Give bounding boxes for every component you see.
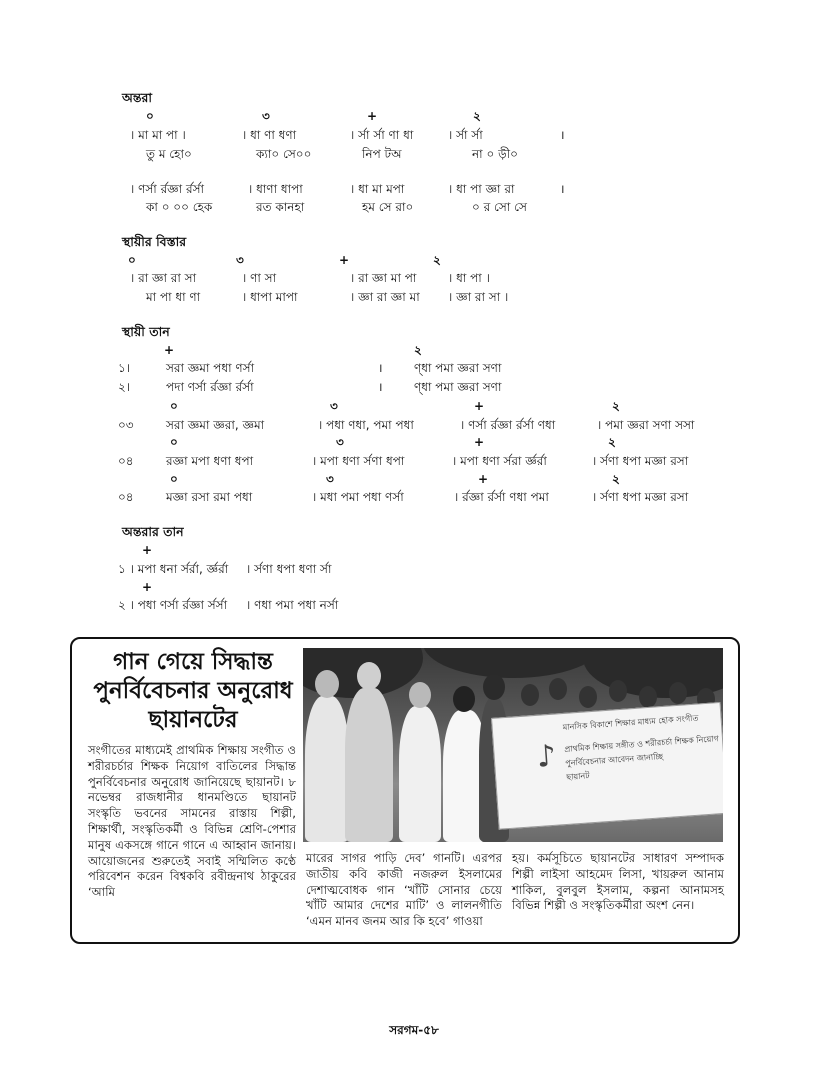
person-head — [609, 680, 627, 702]
article-paragraph: সংগীতের মাধ্যমেই প্রাথমিক শিক্ষায় সংগীত ও শরীরচর্চার শিক্ষক নিয়োগ বাতিলের সিদ্ধান্ত পুনর্বিবেচনার অনুরোধ জানিয়েছে ছায়ানট। ৮ নভেম্বর রাজধানীর ধানমণ্ডিতে ছায়ানট সংস্কৃতি ভবনের সামনের রাস্তায় শিল্পী, শিক্ষার্থী, সংস্কৃতিকর্মী ও বিভিন্ন শ্রেণি-পেশার মানুষ একসঙ্গে গানে গানে এ আহ্বান জানায়। আয়োজনের শুরুতেই সবাই সম্মিলিত কণ্ঠে পরিবেশন করেন বিশ্বকবি রবীন্দ্রনাথ ঠাকুরের ‘আমি — [88, 743, 296, 900]
taal-mark: ২ — [608, 435, 616, 449]
tan-phrase: রজ্ঞা মপা ধণা ধপা — [166, 454, 254, 468]
section-heading-sthayi-tan: স্থায়ী তান — [122, 324, 170, 339]
taal-mark: ২ — [612, 472, 620, 486]
tan-number: ০৩ — [118, 418, 134, 432]
tan-number: ১। — [118, 361, 131, 375]
taal-mark: ৩ — [326, 472, 334, 486]
person-figure — [345, 688, 393, 842]
swara-cell: । ণর্সা র্রজ্ঞা র্রর্সা — [130, 182, 204, 196]
banner-logo-icon: ♪ — [535, 738, 558, 775]
tan-number: ০৪ — [118, 490, 134, 504]
taal-mark: + — [142, 580, 153, 594]
article-photo — [303, 648, 723, 842]
swara-cell: । জ্ঞা রা সা । — [448, 290, 509, 304]
taal-mark: + — [478, 472, 489, 486]
tan-phrase: মজ্ঞা রসা রমা পধা — [166, 490, 253, 504]
tan-phrase: । মপা ধণা র্সণা ধপা — [312, 454, 405, 468]
person-head — [549, 678, 567, 700]
bar-line: । — [378, 380, 383, 394]
taal-mark: + — [339, 253, 350, 267]
swara-cell: । ধা মা মপা — [350, 182, 405, 196]
banner-text: প্রাথমিক শিক্ষায় সঙ্গীত ও শরীরচর্চা শিক্ষক নিয়োগ — [564, 734, 720, 754]
lyric-cell: তু ম হো০ — [146, 147, 192, 161]
tan-phrase: । পধা ণধা, পমা পধা — [318, 418, 414, 432]
tree-shape — [423, 648, 603, 678]
tan-number: ২। — [118, 380, 131, 394]
article-headline — [84, 648, 302, 735]
person-head — [315, 670, 339, 698]
tan-phrase: । র্রজ্ঞা র্রর্সা ণধা পমা — [454, 490, 549, 504]
lyric-cell: না ০ ড়ী০ — [472, 147, 518, 161]
article-paragraph: মারের সাগর পাড়ি দেব’ গানটি। এরপর জাতীয় কবি কাজী নজরুল ইসলামের দেশাত্মবোধক গান ‘খাঁটি সোনার চেয়ে খাঁটি আমার দেশের মাটি’ ও লালনগীতি ‘এমন মানব জনম আর কি হবে’ গাওয়া — [306, 851, 502, 929]
swara-cell: । ধা পা জ্ঞা রা — [448, 182, 515, 196]
tan-phrase: পদা ণর্সা র্রজ্ঞা র্রর্সা — [166, 380, 254, 394]
swara-cell: । রা জ্ঞা মা পা — [350, 271, 417, 285]
swara-cell: । ধা পা । — [448, 271, 490, 285]
tan-phrase: সরা জ্ঞমা পধা ণর্সা — [166, 361, 255, 375]
taal-mark: + — [142, 543, 153, 557]
taal-mark: ০ — [170, 472, 178, 486]
tan-phrase: ণ্ধা পমা জ্ঞরা সণা — [414, 361, 502, 375]
banner-text: মানসিক বিকাশে শিক্ষার মাধ্যম হোক সংগীত — [562, 713, 699, 733]
swara-cell: । ধা ণা ধণা — [242, 128, 297, 142]
taal-mark: ২ — [414, 343, 422, 357]
tan-phrase: । র্সণা ধপা ধণা র্সা — [246, 562, 332, 576]
swara-cell: । জ্ঞা রা জ্ঞা মা — [350, 290, 420, 304]
tan-phrase: । ণর্সা র্রজ্ঞা র্রর্সা ণধা — [460, 418, 556, 432]
taal-mark: ০ — [170, 399, 178, 413]
page-footer: সরগম-৫৮ — [389, 1023, 439, 1037]
taal-mark: ৩ — [330, 399, 338, 413]
tan-phrase: ণ্ধা পমা জ্ঞরা সণা — [414, 380, 502, 394]
taal-mark: ২ — [433, 253, 441, 267]
person-head — [639, 686, 657, 708]
lyric-cell: ক্যা০ সে০০ — [256, 147, 312, 161]
taal-mark: + — [474, 399, 485, 413]
taal-mark: ০ — [170, 435, 178, 449]
person-head — [521, 684, 539, 706]
headline-line: ছায়ানটের — [148, 707, 238, 733]
swara-cell: । — [560, 128, 565, 142]
taal-mark: + — [367, 109, 378, 123]
taal-mark: ৩ — [236, 253, 244, 267]
person-head — [453, 686, 475, 712]
tan-phrase: ২ । পধা ণর্সা র্রজ্ঞা র্সর্সা — [118, 598, 228, 612]
person-figure — [399, 706, 441, 842]
taal-mark: ০ — [146, 109, 154, 123]
article-column-2 — [306, 851, 502, 930]
swara-cell: । — [560, 182, 565, 196]
headline-line: পুনর্বিবেচনার অনুরোধ — [93, 678, 293, 704]
lyric-cell: নিপ টঅ — [362, 147, 402, 161]
swara-cell: । রা জ্ঞা রা সা — [130, 271, 197, 285]
tan-phrase: । পমা জ্ঞরা সণা সসা — [597, 418, 695, 432]
tan-phrase: । ণধা পমা পধা নর্সা — [246, 598, 339, 612]
taal-mark: ৩ — [262, 109, 270, 123]
tan-phrase: । মপা ধণা র্সরা র্জ্ঞর্রা — [452, 454, 547, 468]
tan-phrase: । র্সণা ধপা মজ্ঞা রসা — [592, 490, 689, 504]
taal-mark: ০ — [128, 253, 136, 267]
swara-cell: । ধাণা ধাপা — [248, 182, 303, 196]
protest-banner — [491, 702, 723, 830]
tan-phrase: । মধা পমা পধা ণর্সা — [312, 490, 404, 504]
lyric-cell: রত কানহা — [256, 200, 305, 214]
swara-cell: । ধাপা মাপা — [242, 290, 298, 304]
tan-phrase: সরা জ্ঞমা জ্ঞরা, জ্ঞমা — [166, 418, 265, 432]
swara-cell: মা পা ধা ণা — [146, 290, 201, 304]
banner-text: ছায়ানট — [566, 771, 590, 782]
taal-mark: ২ — [473, 109, 481, 123]
swara-cell: । ণা সা — [242, 271, 277, 285]
taal-mark: ২ — [612, 399, 620, 413]
person-head — [357, 662, 381, 690]
headline-line: গান গেয়ে সিদ্ধান্ত — [113, 649, 273, 675]
tan-phrase: ১ । মপা ধনা র্সর্রা, র্জ্ঞর্রা — [118, 562, 229, 576]
tan-phrase: । র্সণা ধপা মজ্ঞা রসা — [592, 454, 689, 468]
bar-line: । — [378, 361, 383, 375]
lyric-cell: কা ০ ০০ হেক — [146, 200, 213, 214]
section-heading-antara: অন্তরা — [122, 90, 152, 105]
swara-cell: । মা মা পা । — [130, 128, 186, 142]
section-heading-antara-tan: অন্তরার তান — [122, 524, 184, 539]
person-head — [409, 682, 431, 708]
article-column-1 — [88, 743, 296, 901]
person-head — [669, 682, 687, 704]
person-figure — [305, 696, 349, 842]
taal-mark: + — [474, 435, 485, 449]
taal-mark: + — [164, 343, 175, 357]
lyric-cell: ০ র সো সে — [472, 200, 527, 214]
section-heading-sthayi-bistar: স্থায়ীর বিস্তার — [122, 234, 187, 249]
article-column-3 — [512, 851, 724, 914]
taal-mark: ৩ — [336, 435, 344, 449]
person-head — [579, 686, 597, 708]
person-head — [483, 674, 505, 700]
article-paragraph: হয়। কর্মসূচিতে ছায়ানটের সাধারণ সম্পাদক শিল্পী লাইসা আহমেদ লিসা, খায়রুল আনাম শাকিল, বুলবুল ইসলাম, কল্পনা আনামসহ বিভিন্ন শিল্পী ও সংস্কৃতিকর্মীরা অংশ নেন। — [512, 851, 724, 913]
banner-text: পুনর্বিবেচনার আবেদন জানাচ্ছি — [565, 752, 664, 768]
swara-cell: । র্সা র্সা — [448, 128, 483, 142]
swara-cell: । র্সা র্সা ণা ধা — [350, 128, 414, 142]
tan-number: ০৪ — [118, 454, 134, 468]
lyric-cell: হম সে রা০ — [362, 200, 414, 214]
